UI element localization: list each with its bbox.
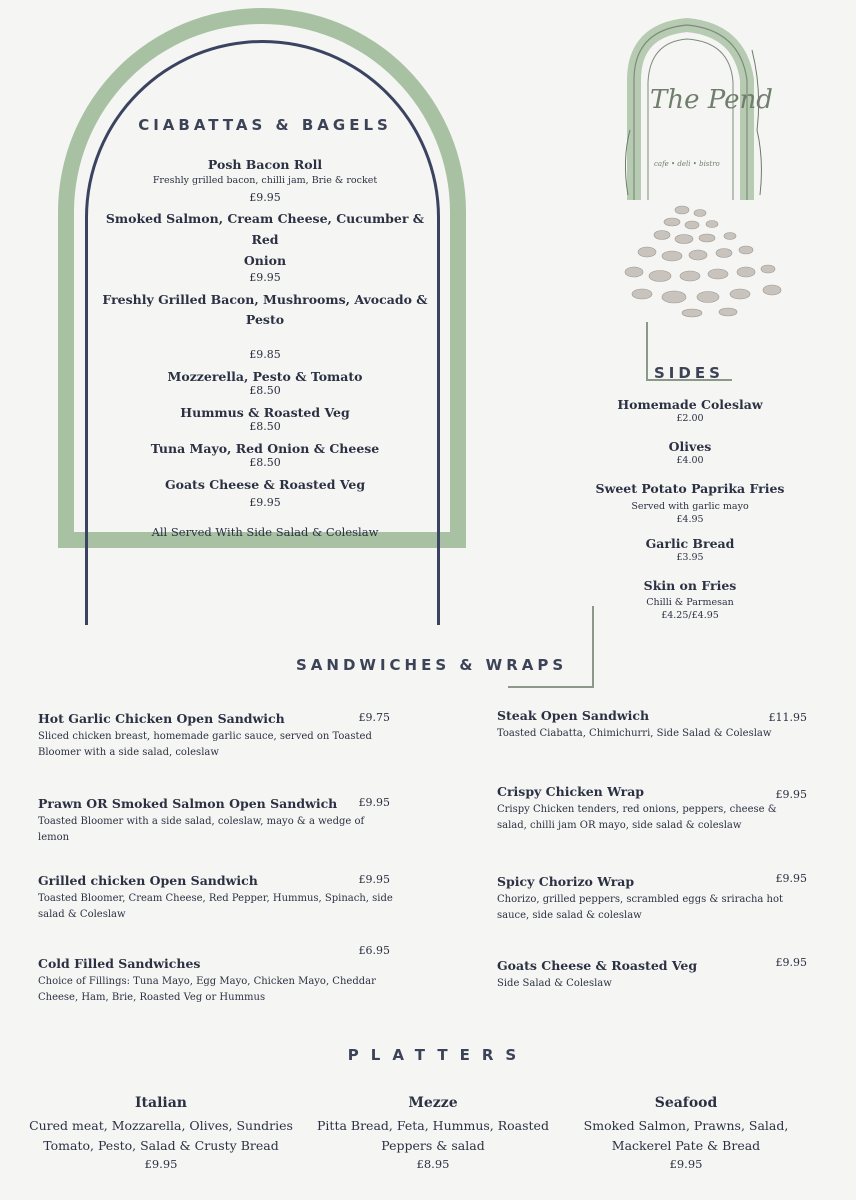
sandwich-price: £9.95 bbox=[775, 956, 807, 969]
side-item-desc: Chilli & Parmesan bbox=[646, 597, 734, 608]
platter-price: £8.95 bbox=[416, 1157, 450, 1171]
platter-name: Mezze bbox=[408, 1095, 458, 1111]
side-item-name: Homemade Coleslaw bbox=[617, 397, 763, 412]
menu-item-price: £9.95 bbox=[249, 496, 281, 509]
platter-line: Smoked Salmon, Prawns, Salad, bbox=[583, 1118, 789, 1133]
menu-item-name: Smoked Salmon, Cream Cheese, Cucumber & Red bbox=[105, 211, 425, 247]
side-item-name: Sweet Potato Paprika Fries bbox=[595, 481, 785, 496]
sandwich-price: £9.95 bbox=[358, 873, 390, 886]
sandwich-desc: Toasted Bloomer, Cream Cheese, Red Pepper, Hummus, Spinach, side salad & Coleslaw bbox=[38, 893, 393, 920]
sandwich-price: £9.75 bbox=[358, 711, 390, 724]
sandwich-item bbox=[38, 709, 398, 761]
logo-tagline: cafe • deli • bistro bbox=[654, 160, 720, 168]
menu-item-name: Goats Cheese & Roasted Veg bbox=[164, 477, 366, 492]
sandwiches-bracket-vertical bbox=[592, 606, 594, 688]
menu-item-name: Freshly Grilled Bacon, Mushrooms, Avocado & Pesto bbox=[102, 292, 428, 327]
sandwich-price: £9.95 bbox=[775, 788, 807, 801]
ciabattas-list bbox=[95, 157, 435, 539]
side-item-price: £4.00 bbox=[676, 455, 704, 466]
platter-italian bbox=[20, 1094, 302, 1172]
side-item-price: £4.25/£4.95 bbox=[661, 610, 719, 621]
menu-item-name: Hummus & Roasted Veg bbox=[180, 405, 350, 420]
sandwich-item bbox=[38, 944, 398, 1006]
logo-title: The Pend bbox=[650, 85, 773, 115]
sandwich-desc: Side Salad & Coleslaw bbox=[497, 978, 612, 989]
platter-name: Seafood bbox=[654, 1095, 718, 1111]
side-item-desc: Served with garlic mayo bbox=[631, 501, 749, 512]
sandwich-name: Goats Cheese & Roasted Veg bbox=[497, 958, 698, 973]
the-pend-logo bbox=[612, 10, 792, 320]
sandwich-item bbox=[497, 706, 807, 742]
sandwich-name: Steak Open Sandwich bbox=[497, 708, 650, 723]
sandwich-price: £11.95 bbox=[768, 711, 807, 724]
sandwich-name: Prawn OR Smoked Salmon Open Sandwich bbox=[38, 796, 338, 811]
platter-mezze bbox=[310, 1094, 556, 1172]
sandwich-item bbox=[38, 794, 398, 846]
sandwich-name: Hot Garlic Chicken Open Sandwich bbox=[38, 711, 285, 726]
sandwich-desc: Toasted Bloomer with a side salad, coleslaw, mayo & a wedge of lemon bbox=[38, 816, 365, 843]
menu-item-name: Mozzerella, Pesto & Tomato bbox=[167, 369, 363, 384]
platter-name: Italian bbox=[135, 1095, 187, 1111]
menu-item-name-cont: Onion bbox=[243, 253, 287, 268]
menu-item-price: £9.95 bbox=[249, 191, 281, 204]
menu-item-desc: Freshly grilled bacon, chilli jam, Brie & rocket bbox=[152, 175, 378, 186]
platter-line: Mackerel Pate & Bread bbox=[611, 1138, 761, 1153]
menu-item-price: £8.50 bbox=[249, 384, 281, 397]
platter-price: £9.95 bbox=[144, 1157, 178, 1171]
menu-item-price: £9.95 bbox=[249, 271, 281, 284]
sandwiches-bracket-horizontal bbox=[508, 686, 594, 688]
sandwich-name: Crispy Chicken Wrap bbox=[497, 784, 645, 799]
sides-title: SIDES bbox=[654, 364, 724, 382]
sides-list bbox=[590, 397, 790, 622]
sandwich-item bbox=[497, 782, 807, 834]
sandwich-item bbox=[497, 872, 807, 924]
side-item-price: £4.95 bbox=[676, 514, 704, 525]
sandwich-desc: Sliced chicken breast, homemade garlic sauce, served on Toasted Bloomer with a side salad, coleslaw bbox=[38, 731, 372, 758]
platter-price: £9.95 bbox=[669, 1157, 703, 1171]
sandwich-price: £6.95 bbox=[358, 944, 390, 957]
sandwich-desc: Crispy Chicken tenders, red onions, peppers, cheese & salad, chilli jam OR mayo, side salad & coleslaw bbox=[497, 804, 777, 831]
menu-item-price: £8.50 bbox=[249, 420, 281, 433]
menu-item-name: Tuna Mayo, Red Onion & Cheese bbox=[150, 441, 380, 456]
sandwich-name: Cold Filled Sandwiches bbox=[38, 956, 201, 971]
platters-title: PLATTERS bbox=[347, 1046, 529, 1064]
platter-line: Pitta Bread, Feta, Hummus, Roasted bbox=[317, 1118, 549, 1133]
side-item-name: Garlic Bread bbox=[645, 536, 735, 551]
side-item-name: Skin on Fries bbox=[643, 578, 737, 593]
sandwich-desc: Toasted Ciabatta, Chimichurri, Side Salad & Coleslaw bbox=[497, 728, 772, 739]
sandwich-name: Grilled chicken Open Sandwich bbox=[38, 873, 258, 888]
ciabattas-title: CIABATTAS & BAGELS bbox=[138, 116, 392, 134]
sandwich-desc: Choice of Fillings: Tuna Mayo, Egg Mayo, Chicken Mayo, Cheddar Cheese, Ham, Brie, Roasted Veg or Hummus bbox=[38, 976, 376, 1003]
side-item-name: Olives bbox=[668, 439, 712, 454]
platter-line: Peppers & salad bbox=[381, 1138, 485, 1153]
sandwich-price: £9.95 bbox=[358, 796, 390, 809]
platter-line: Cured meat, Mozzarella, Olives, Sundries bbox=[29, 1118, 293, 1133]
side-item-price: £2.00 bbox=[676, 413, 704, 424]
sandwich-name: Spicy Chorizo Wrap bbox=[497, 874, 635, 889]
sides-bracket-vertical bbox=[646, 322, 648, 380]
platter-line: Tomato, Pesto, Salad & Crusty Bread bbox=[43, 1138, 279, 1153]
sandwich-price: £9.95 bbox=[775, 872, 807, 885]
menu-item-price: £9.85 bbox=[249, 348, 281, 361]
side-item-price: £3.95 bbox=[676, 552, 704, 563]
menu-item-price: £8.50 bbox=[249, 456, 281, 469]
sandwich-desc: Chorizo, grilled peppers, scrambled eggs & sriracha hot sauce, side salad & coleslaw bbox=[497, 894, 784, 921]
ciabattas-footer: All Served With Side Salad & Coleslaw bbox=[151, 525, 379, 539]
sandwiches-title: SANDWICHES & WRAPS bbox=[296, 656, 568, 674]
sandwich-item bbox=[497, 956, 807, 992]
menu-item-name: Posh Bacon Roll bbox=[207, 157, 323, 172]
sandwich-item bbox=[38, 871, 398, 923]
platter-seafood bbox=[566, 1094, 806, 1172]
